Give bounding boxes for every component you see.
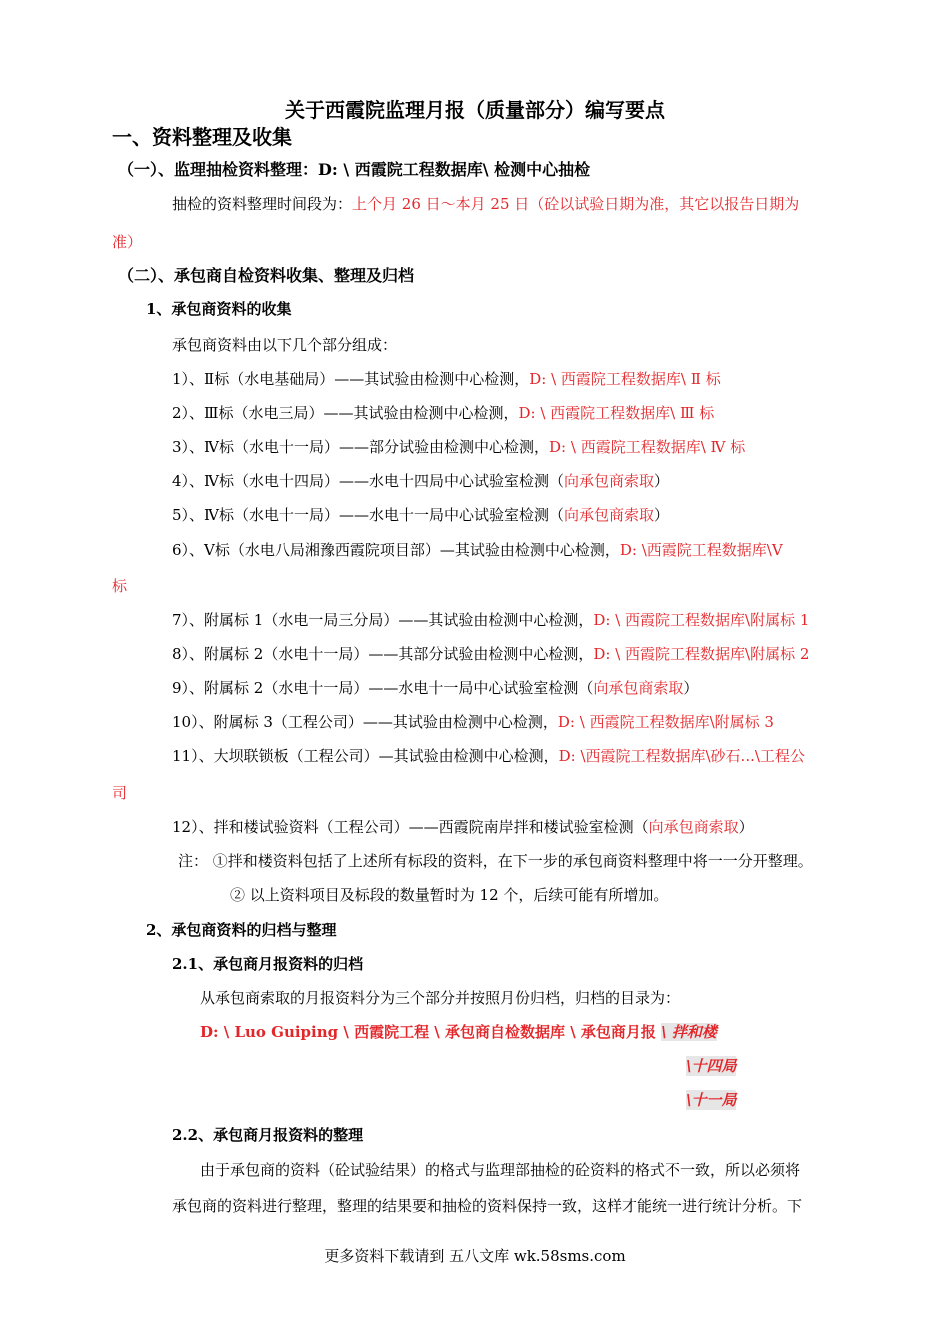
archive-dir-11th-bureau: \十一局 [686, 1091, 737, 1109]
list-item-wrap: 司 [112, 784, 128, 802]
list-item: 10）、附属标 3（工程公司）——其试验由检测中心检测，D: \ 西霞院工程数据库\附属标 3 [172, 713, 774, 731]
list-item: 9）、附属标 2（水电十一局）——水电十一局中心试验室检测（向承包商索取） [172, 679, 699, 697]
heading-monthly-archive: 2.1、承包商月报资料的归档 [172, 955, 364, 973]
list-item: 12）、拌和楼试验资料（工程公司）——西霞院南岸拌和楼试验室检测（向承包商索取） [172, 818, 754, 836]
archive-dir-14th-bureau: \十四局 [686, 1057, 737, 1075]
period-wrap: 准） [112, 233, 143, 251]
contractor-intro: 承包商资料由以下几个部分组成： [172, 336, 398, 354]
footer-note: 更多资料下载请到 五八文库 wk.58sms.com [324, 1247, 626, 1265]
period-prefix: 抽检的资料整理时间段为： [172, 195, 353, 213]
list-item: 3）、Ⅳ标（水电十一局）——部分试验由检测中心检测，D: \ 西霞院工程数据库\ Ⅳ 标 [172, 438, 746, 456]
list-item: 6）、Ⅴ标（水电八局湘豫西霞院项目部）—其试验由检测中心检测，D: \西霞院工程数据库\Ⅴ [172, 541, 783, 559]
period-range: 上个月 26 日～本月 25 日（砼以试验日期为准，其它以报告日期为 [352, 195, 800, 213]
paragraph-line-2: 承包商的资料进行整理，整理的结果要和抽检的资料保持一致，这样才能统一进行统计分析。下 [172, 1197, 803, 1215]
heading-contractor-collection: 1、承包商资料的收集 [146, 300, 292, 318]
list-item-wrap: 标 [112, 577, 128, 595]
document-title: 关于西霞院监理月报（质量部分）编写要点 [285, 98, 665, 122]
paragraph-line-1: 由于承包商的资料（砼试验结果）的格式与监理部抽检的砼资料的格式不一致，所以必须将 [200, 1161, 801, 1179]
heading-archive-and-organize: 2、承包商资料的归档与整理 [146, 921, 337, 939]
list-item: 8）、附属标 2（水电十一局）——其部分试验由检测中心检测，D: \ 西霞院工程数据库\附属标 2 [172, 645, 810, 663]
subsection-heading-2: （二）、承包商自检资料收集、整理及归档 [118, 266, 415, 285]
list-item: 5）、Ⅳ标（水电十一局）——水电十一局中心试验室检测（向承包商索取） [172, 506, 670, 524]
list-item: 11）、大坝联锁板（工程公司）—其试验由检测中心检测，D: \西霞院工程数据库\砂石...\工程公 [172, 747, 805, 765]
archive-dir-mixing-plant: \ 拌和楼 [661, 1023, 717, 1041]
section-heading-1: 一、资料整理及收集 [112, 125, 292, 149]
list-item: 4）、Ⅳ标（水电十四局）——水电十四局中心试验室检测（向承包商索取） [172, 472, 670, 490]
list-item: 2）、Ⅲ标（水电三局）——其试验由检测中心检测，D: \ 西霞院工程数据库\ Ⅲ 标 [172, 404, 715, 422]
period-line [172, 194, 799, 214]
archive-intro: 从承包商索取的月报资料分为三个部分并按照月份归档，归档的目录为： [200, 989, 681, 1007]
heading-monthly-organize: 2.2、承包商月报资料的整理 [172, 1126, 364, 1144]
note-1: 注： ①拌和楼资料包括了上述所有标段的资料，在下一步的承包商资料整理中将一一分开整理。 [178, 852, 813, 870]
list-item: 1）、Ⅱ标（水电基础局）——其试验由检测中心检测，D: \ 西霞院工程数据库\ Ⅱ 标 [172, 370, 721, 388]
archive-path-root: D: \ Luo Guiping \ 西霞院工程 \ 承包商自检数据库 \ 承包商月报 [200, 1023, 662, 1041]
archive-path [200, 1022, 717, 1042]
subsection-heading-1: （一）、监理抽检资料整理：D: \ 西霞院工程数据库\ 检测中心抽检 [118, 160, 591, 179]
list-item: 7）、附属标 1（水电一局三分局）——其试验由检测中心检测，D: \ 西霞院工程数据库\附属标 1 [172, 611, 810, 629]
note-2: ② 以上资料项目及标段的数量暂时为 12 个，后续可能有所增加。 [230, 886, 669, 904]
